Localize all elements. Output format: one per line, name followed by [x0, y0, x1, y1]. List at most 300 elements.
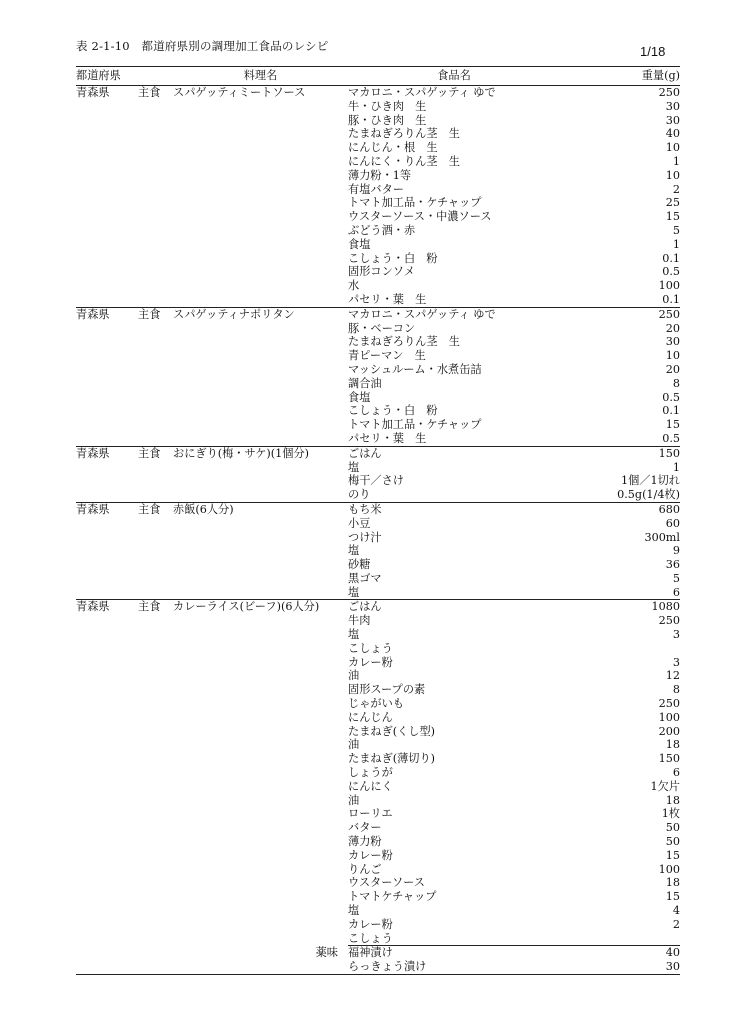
food-name-cell: ウスターソース [348, 876, 425, 890]
food-name-cell: 黒ゴマ [348, 571, 382, 585]
prefecture-cell [76, 169, 138, 183]
category-cell: 主食 [138, 502, 173, 516]
food-name-cell: つけ汁 [348, 530, 382, 544]
category-cell [138, 904, 173, 918]
prefecture-cell [76, 766, 138, 780]
category-cell [138, 683, 173, 697]
category-cell [138, 432, 173, 446]
dish-name-cell [173, 183, 348, 197]
dish-name-cell [173, 224, 348, 238]
food-name-cell: 薄力粉・1等 [348, 168, 412, 182]
prefecture-cell [76, 349, 138, 363]
table-row [76, 265, 680, 279]
food-name-cell: 油 [348, 793, 360, 807]
category-cell [138, 752, 173, 766]
amount-cell: 9 [672, 544, 680, 558]
amount-cell: 0.1 [662, 292, 680, 306]
amount-cell: 1 [672, 154, 680, 168]
prefecture-cell [76, 932, 138, 946]
dish-name-cell [173, 683, 348, 697]
category-cell [138, 169, 173, 183]
category-cell: 主食 [138, 86, 173, 100]
category-cell [138, 669, 173, 683]
category-cell [138, 628, 173, 642]
amount-cell: 40 [560, 946, 680, 960]
prefecture-cell [76, 960, 138, 974]
amount-cell: 20 [665, 321, 680, 335]
food-name-cell: 小豆 [348, 516, 371, 530]
table-row [76, 960, 680, 974]
dish-name-cell [173, 711, 348, 725]
table-caption: 表 2-1-10 都道府県別の調理加工食品のレシピ [76, 39, 329, 53]
amount-cell: 680 [560, 502, 680, 516]
category-cell [138, 349, 173, 363]
dish-name-cell [173, 363, 348, 377]
dish-name-cell [173, 238, 348, 252]
table-row [76, 114, 680, 128]
food-name-cell: カレー粉 [348, 848, 393, 862]
prefecture-cell [76, 224, 138, 238]
table-row [76, 946, 680, 960]
food-name-cell: カレー粉 [348, 917, 393, 931]
food-name-cell: バター [348, 821, 382, 835]
dish-name-cell [173, 265, 348, 279]
table-row [76, 558, 680, 572]
dish-name-cell [173, 932, 348, 946]
food-name-cell: たまねぎ(薄切り) [348, 752, 436, 766]
category-cell [138, 127, 173, 141]
dish-name-cell [173, 127, 348, 141]
recipe-table-body [76, 86, 680, 975]
table-row [76, 586, 680, 600]
food-name-cell: にんにく [348, 779, 393, 793]
amount-cell: 36 [665, 558, 680, 572]
amount-cell: 150 [560, 446, 680, 460]
prefecture-cell [76, 432, 138, 446]
food-name-cell: 豚・ベーコン [348, 321, 416, 335]
prefecture-cell [76, 711, 138, 725]
header-amount: 重量(g) [560, 67, 680, 86]
amount-cell: 30 [665, 113, 680, 127]
amount-cell: 3 [672, 655, 680, 669]
table-row [76, 404, 680, 418]
prefecture-cell [76, 863, 138, 877]
food-name-cell: りんご [348, 862, 382, 876]
category-cell [138, 391, 173, 405]
table-row [76, 155, 680, 169]
dish-name-cell [173, 780, 348, 794]
prefecture-cell [76, 697, 138, 711]
amount-cell: 30 [560, 960, 680, 974]
amount-cell: 0.5 [662, 390, 680, 404]
food-name-cell: しょうが [348, 766, 393, 780]
prefecture-cell [76, 904, 138, 918]
dish-name-cell [173, 725, 348, 739]
prefecture-cell [76, 183, 138, 197]
category-cell [138, 960, 173, 974]
amount-cell: 100 [658, 862, 680, 876]
category-cell [138, 363, 173, 377]
dish-name-cell [173, 558, 348, 572]
table-row [76, 238, 680, 252]
category-cell: 主食 [138, 600, 173, 614]
food-name-cell: のり [348, 488, 371, 502]
category-cell [138, 697, 173, 711]
food-name-cell: 塩 [348, 904, 360, 918]
food-name-cell: マカロニ・スパゲッティ ゆで [348, 86, 560, 100]
dish-name-cell [173, 349, 348, 363]
food-name-cell: こしょう [348, 641, 393, 655]
prefecture-cell [76, 127, 138, 141]
category-cell [138, 183, 173, 197]
dish-name-cell [173, 141, 348, 155]
prefecture-cell [76, 807, 138, 821]
prefecture-cell [76, 474, 138, 488]
amount-cell: 25 [665, 196, 680, 210]
table-row [76, 766, 680, 780]
category-cell [138, 531, 173, 545]
amount-cell: 0.5 [662, 265, 680, 279]
amount-cell: 250 [658, 697, 680, 711]
food-name-cell: 水 [348, 279, 360, 293]
food-name-cell: 固形コンソメ [348, 265, 415, 279]
amount-cell: 150 [658, 752, 680, 766]
amount-cell: 6 [672, 585, 680, 599]
recipe-table [76, 66, 680, 975]
dish-name-cell [173, 279, 348, 293]
table-row [76, 876, 680, 890]
table-row [76, 642, 680, 656]
category-cell [138, 614, 173, 628]
food-name-cell: パセリ・葉 生 [348, 292, 427, 306]
amount-cell: 2 [672, 182, 680, 196]
dish-name-cell [173, 544, 348, 558]
table-row [76, 849, 680, 863]
amount-cell: 15 [665, 848, 680, 862]
dish-name-cell [173, 876, 348, 890]
subcategory-cell: 薬味 [315, 945, 338, 959]
food-name-cell: 食塩 [348, 237, 371, 251]
prefecture-cell [76, 946, 138, 960]
table-row [76, 307, 680, 321]
category-cell [138, 946, 173, 960]
amount-cell: 18 [665, 793, 680, 807]
prefecture-cell [76, 876, 138, 890]
table-row [76, 335, 680, 349]
dish-name-cell: カレーライス(ビーフ)(6人分) [173, 600, 348, 614]
prefecture-cell [76, 558, 138, 572]
food-name-cell: じゃがいも [348, 697, 404, 711]
amount-cell: 0.5 [662, 431, 680, 445]
amount-cell: 12 [665, 669, 680, 683]
table-row [76, 86, 680, 100]
prefecture-cell [76, 293, 138, 307]
category-cell [138, 835, 173, 849]
table-row [76, 517, 680, 531]
food-name-cell: もち米 [348, 502, 560, 516]
category-cell [138, 377, 173, 391]
food-name-cell: らっきょう漬け [348, 960, 560, 974]
dish-name-cell [173, 377, 348, 391]
food-name-cell: カレー粉 [348, 655, 393, 669]
amount-cell: 18 [665, 876, 680, 890]
prefecture-cell [76, 100, 138, 114]
amount-cell: 30 [665, 335, 680, 349]
prefecture-cell: 青森県 [76, 446, 138, 460]
table-row [76, 363, 680, 377]
amount-cell: 1枚 [661, 807, 680, 821]
category-cell [138, 876, 173, 890]
category-cell: 主食 [138, 446, 173, 460]
food-name-cell: 塩 [348, 544, 360, 558]
dish-name-cell [173, 418, 348, 432]
dish-name-cell [173, 404, 348, 418]
category-cell [138, 725, 173, 739]
table-row [76, 293, 680, 307]
food-name-cell: 油 [348, 669, 360, 683]
header-food: 食品名 [348, 67, 560, 86]
prefecture-cell [76, 849, 138, 863]
table-row [76, 391, 680, 405]
food-name-cell: ごはん [348, 446, 560, 460]
header-dish: 料理名 [173, 67, 348, 86]
dish-name-cell [173, 628, 348, 642]
food-name-cell: 有塩バター [348, 182, 404, 196]
prefecture-cell [76, 210, 138, 224]
food-name-cell: 塩 [348, 460, 360, 474]
prefecture-cell: 青森県 [76, 600, 138, 614]
food-name-cell: 青ピーマン 生 [348, 349, 426, 363]
category-cell [138, 572, 173, 586]
category-cell [138, 461, 173, 475]
category-cell [138, 821, 173, 835]
prefecture-cell [76, 835, 138, 849]
category-cell [138, 335, 173, 349]
category-cell [138, 738, 173, 752]
dish-name-cell [173, 669, 348, 683]
food-name-cell: 塩 [348, 585, 360, 599]
prefecture-cell [76, 155, 138, 169]
category-cell [138, 656, 173, 670]
dish-name-cell [173, 807, 348, 821]
dish-name-cell [173, 863, 348, 877]
dish-name-cell [173, 766, 348, 780]
food-name-cell: 油 [348, 738, 360, 752]
amount-cell: 1欠片 [650, 779, 680, 793]
category-cell [138, 252, 173, 266]
amount-cell: 60 [665, 516, 680, 530]
prefecture-cell: 青森県 [76, 307, 138, 321]
category-cell [138, 224, 173, 238]
prefecture-cell [76, 404, 138, 418]
prefecture-cell [76, 114, 138, 128]
table-row [76, 614, 680, 628]
table-row [76, 252, 680, 266]
prefecture-cell [76, 669, 138, 683]
food-name-cell: こしょう・白 粉 [348, 404, 438, 418]
amount-cell: 250 [560, 86, 680, 100]
prefecture-cell [76, 752, 138, 766]
dish-name-cell [173, 849, 348, 863]
prefecture-cell [76, 683, 138, 697]
table-row [76, 669, 680, 683]
table-row [76, 474, 680, 488]
category-cell [138, 114, 173, 128]
table-row [76, 600, 680, 614]
prefecture-cell [76, 738, 138, 752]
table-header-row [76, 67, 680, 86]
food-name-cell: 固形スープの素 [348, 683, 426, 697]
category-cell [138, 265, 173, 279]
dish-name-cell [173, 918, 348, 932]
prefecture-cell [76, 488, 138, 502]
amount-cell [560, 642, 680, 656]
dish-name-cell [173, 794, 348, 808]
category-cell [138, 210, 173, 224]
category-cell [138, 155, 173, 169]
category-cell: 主食 [138, 307, 173, 321]
dish-name-cell [173, 531, 348, 545]
category-cell [138, 141, 173, 155]
category-cell [138, 404, 173, 418]
dish-name-cell [173, 100, 348, 114]
table-row [76, 141, 680, 155]
table-row [76, 918, 680, 932]
dish-name-cell: スパゲッティナポリタン [173, 307, 348, 321]
table-row [76, 890, 680, 904]
dish-name-cell [173, 835, 348, 849]
table-row [76, 904, 680, 918]
food-name-cell: 牛・ひき肉 生 [348, 99, 427, 113]
amount-cell: 1 [672, 460, 680, 474]
table-row [76, 196, 680, 210]
amount-cell: 1個／1切れ [621, 474, 680, 488]
table-row [76, 502, 680, 516]
dish-name-cell [173, 697, 348, 711]
dish-name-cell [173, 155, 348, 169]
header-prefecture: 都道府県 [76, 67, 138, 86]
category-cell [138, 293, 173, 307]
dish-name-cell [173, 432, 348, 446]
amount-cell: 50 [665, 821, 680, 835]
amount-cell: 300ml [644, 530, 680, 544]
amount-cell: 8 [672, 683, 680, 697]
food-name-cell: 福神漬け [348, 946, 560, 960]
dish-name-cell [173, 335, 348, 349]
prefecture-cell [76, 196, 138, 210]
amount-cell: 15 [665, 890, 680, 904]
table-row [76, 807, 680, 821]
amount-cell: 10 [665, 168, 680, 182]
food-name-cell: にんにく・りん茎 生 [348, 154, 460, 168]
table-row [76, 432, 680, 446]
prefecture-cell [76, 391, 138, 405]
food-name-cell: ごはん [348, 600, 560, 614]
food-name-cell: マカロニ・スパゲッティ ゆで [348, 307, 560, 321]
dish-name-cell [173, 890, 348, 904]
amount-cell: 0.1 [662, 404, 680, 418]
amount-cell: 6 [672, 766, 680, 780]
prefecture-cell [76, 642, 138, 656]
table-row [76, 488, 680, 502]
table-row [76, 628, 680, 642]
amount-cell: 100 [658, 710, 680, 724]
prefecture-cell [76, 279, 138, 293]
header-spacer [138, 67, 173, 86]
prefecture-cell [76, 418, 138, 432]
food-name-cell: ウスターソース・中濃ソース [348, 210, 492, 224]
table-row [76, 210, 680, 224]
dish-name-cell [173, 488, 348, 502]
prefecture-cell [76, 614, 138, 628]
amount-cell [560, 932, 680, 946]
table-row [76, 100, 680, 114]
category-cell [138, 807, 173, 821]
amount-cell: 5 [672, 571, 680, 585]
food-name-cell: ぶどう酒・赤 [348, 223, 416, 237]
table-row [76, 279, 680, 293]
category-cell [138, 544, 173, 558]
food-name-cell: ローリエ [348, 807, 393, 821]
prefecture-cell [76, 238, 138, 252]
table-row [76, 349, 680, 363]
prefecture-cell [76, 363, 138, 377]
amount-cell: 15 [665, 210, 680, 224]
prefecture-cell [76, 517, 138, 531]
prefecture-cell [76, 794, 138, 808]
prefecture-cell [76, 918, 138, 932]
prefecture-cell: 青森県 [76, 86, 138, 100]
amount-cell: 15 [665, 418, 680, 432]
category-cell [138, 642, 173, 656]
prefecture-cell [76, 265, 138, 279]
dish-name-cell [173, 642, 348, 656]
prefecture-cell [76, 725, 138, 739]
amount-cell: 0.5g(1/4枚) [617, 488, 680, 502]
category-cell [138, 558, 173, 572]
category-cell [138, 474, 173, 488]
food-name-cell: トマト加工品・ケチャップ [348, 418, 482, 432]
amount-cell: 3 [672, 628, 680, 642]
table-row [76, 821, 680, 835]
category-cell [138, 418, 173, 432]
table-row [76, 697, 680, 711]
amount-cell: 4 [672, 904, 680, 918]
dish-name-cell [173, 461, 348, 475]
dish-name-cell [173, 656, 348, 670]
amount-cell: 10 [665, 349, 680, 363]
dish-name-cell [173, 752, 348, 766]
amount-cell: 100 [658, 279, 680, 293]
category-cell [138, 794, 173, 808]
table-row [76, 794, 680, 808]
prefecture-cell [76, 141, 138, 155]
category-cell [138, 711, 173, 725]
dish-name-cell [173, 196, 348, 210]
table-row [76, 683, 680, 697]
food-name-cell: にんじん・根 生 [348, 141, 438, 155]
category-cell [138, 932, 173, 946]
table-row [76, 656, 680, 670]
page-number: 1/18 [640, 44, 666, 59]
amount-cell: 20 [665, 362, 680, 376]
prefecture-cell [76, 322, 138, 336]
food-name-cell: にんじん [348, 710, 393, 724]
category-cell [138, 849, 173, 863]
prefecture-cell: 青森県 [76, 502, 138, 516]
dish-name-cell [173, 169, 348, 183]
table-row [76, 322, 680, 336]
